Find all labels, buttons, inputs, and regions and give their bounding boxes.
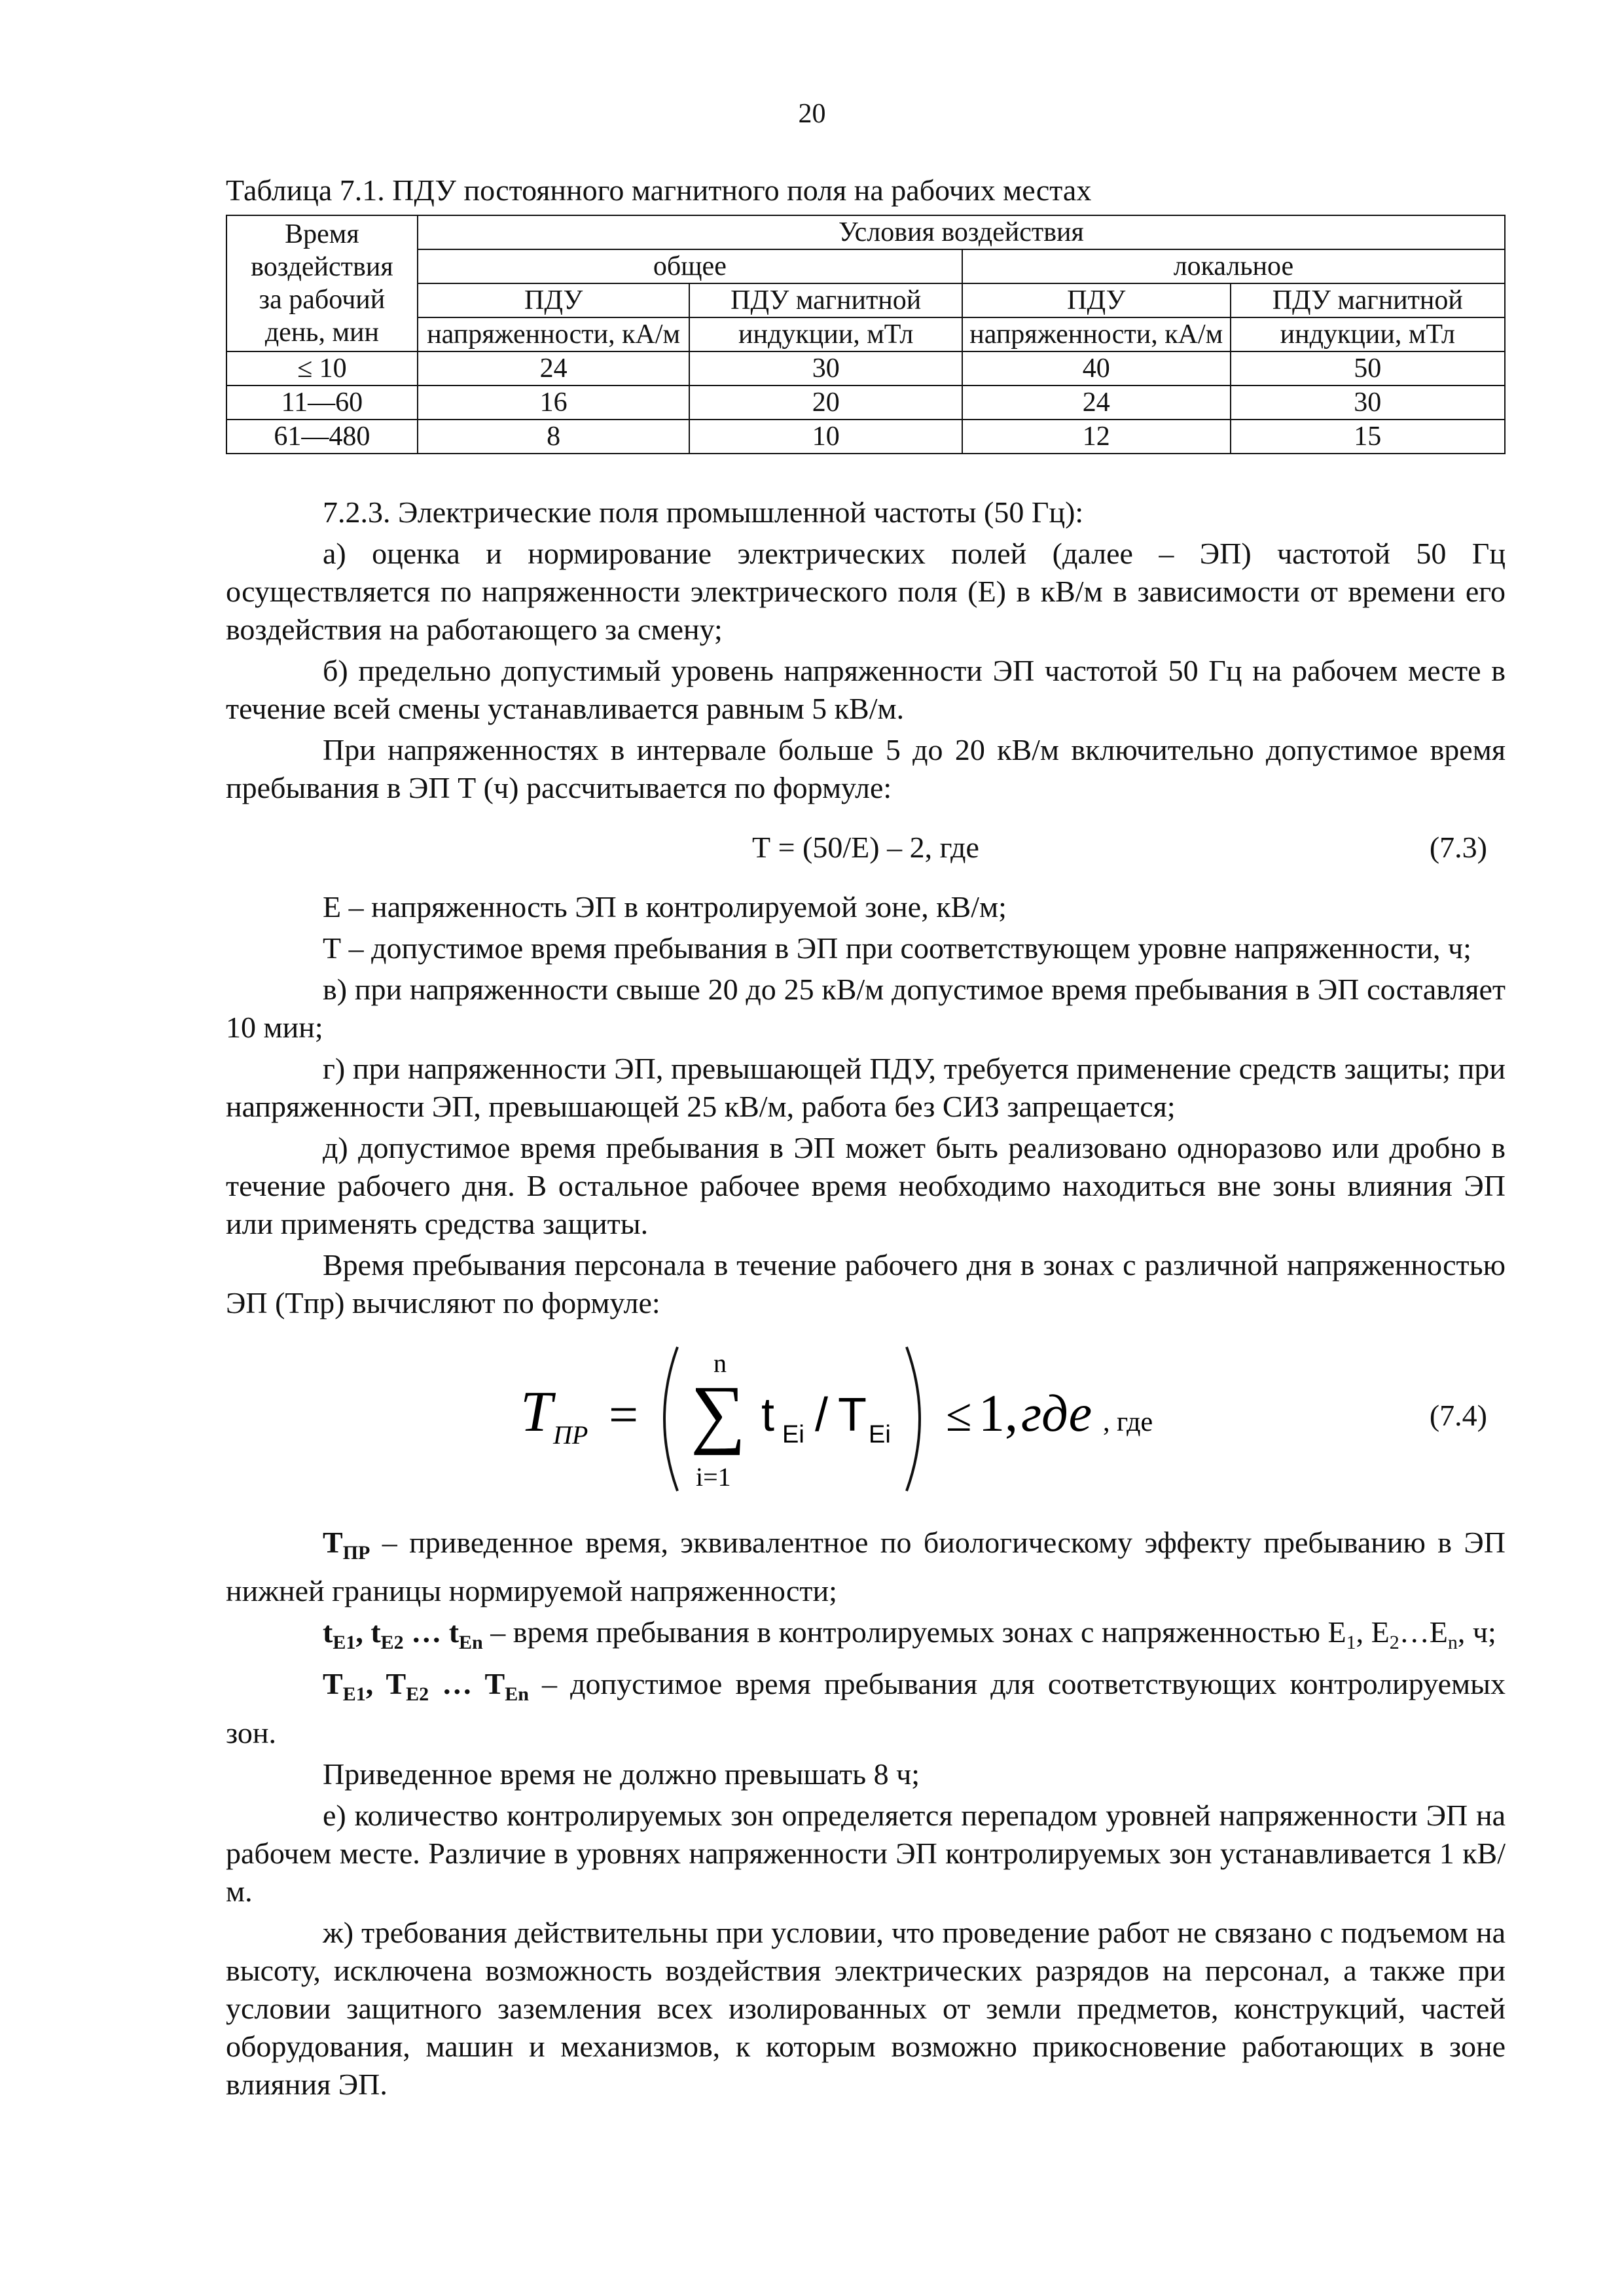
item-v: в) при напряженности свыше 20 до 25 кВ/м допустимое время пребывания в ЭП составляет 10 мин; xyxy=(226,973,1506,1044)
table-cell: 11—60 xyxy=(226,386,418,420)
table-caption: Таблица 7.1. ПДУ постоянного магнитного поля на рабочих местах xyxy=(226,173,1092,207)
table-cell: 15 xyxy=(1231,420,1505,454)
svg-text:, где: , где xyxy=(1103,1407,1153,1437)
table-cell: 10 xyxy=(689,420,962,454)
table-cell: ≤ 10 xyxy=(226,351,418,386)
header-col-4: ПДУ магнитной xyxy=(1231,283,1505,317)
table-cell: 61—480 xyxy=(226,420,418,454)
section-heading: 7.2.3. Электрические поля промышленной частоты (50 Гц): xyxy=(323,495,1084,529)
table-row xyxy=(226,351,1505,386)
header-col-3-unit: напряженности, кА/м xyxy=(962,317,1231,351)
header-col-2: ПДУ магнитной xyxy=(689,283,962,317)
header-col-3: ПДУ xyxy=(962,283,1231,317)
table-cell: 30 xyxy=(689,351,962,386)
limit-paragraph: Приведенное время не должно превышать 8 ч; xyxy=(323,1757,920,1791)
definition-tei: $t_{E1}$, $t_{E2}$ … $t_{En}$ – время пребывания в контролируемых зонах с напряженностью $E_1$, $E_2\dots E_n$, ч; xyxy=(323,1615,1496,1654)
item-zh: ж) требования действительны при условии, что проведение работ не связано с подъемом на высоту, исключена возможность воздействия электрических разрядов на персонал, а также при условии защитного заземления всех изолированных от земли предметов, конструкций, частей оборудования, машин и механизмов, к которым возможно прикосновение работающих в зоне влияния ЭП. xyxy=(226,1915,1506,2101)
formula-7-3-expression: Т = (50/Е) – 2, где xyxy=(752,831,979,864)
formula-7-3 xyxy=(226,815,1506,880)
svg-text:1,: 1, xyxy=(979,1385,1018,1443)
svg-text:i=1: i=1 xyxy=(696,1462,731,1492)
table-cell: 24 xyxy=(418,351,690,386)
interval-paragraph: При напряженностях в интервале больше 5 до 20 кВ/м включительно допустимое время пребывания в ЭП Т (ч) рассчитывается по формуле: xyxy=(226,733,1506,804)
header-col-1: ПДУ xyxy=(418,283,690,317)
svg-text:ПР: ПР xyxy=(553,1420,588,1450)
header-col-1-unit: напряженности, кА/м xyxy=(418,317,690,351)
header-local: локальное xyxy=(962,249,1505,283)
table-row xyxy=(226,386,1505,420)
table-cell: 24 xyxy=(962,386,1231,420)
item-a: а) оценка и нормирование электрических полей (далее – ЭП) частотой 50 Гц осуществляется по напряженности электрического поля (Е) в кВ/м в зависимости от времени его воздействия на работающего за смену; xyxy=(226,537,1506,646)
svg-text:T: T xyxy=(520,1380,552,1444)
header-general: общее xyxy=(418,249,962,283)
definition-e: Е – напряженность ЭП в контролируемой зоне, кВ/м; xyxy=(323,890,1007,924)
definition-tpr: $T_{ПР}$ – приведенное время, эквивалентное по биологическому эффекту пребыванию в ЭП нижней границы нормируемой напряженности; xyxy=(226,1526,1506,1608)
item-e: е) количество контролируемых зон определяется перепадом уровней напряженности ЭП на рабочем месте. Различие в уровнях напряженности ЭП контролируемых зон устанавливается 1 кВ/м. xyxy=(226,1798,1506,1908)
document-body xyxy=(226,171,1506,2107)
pdu-magnetic-table xyxy=(226,215,1506,454)
svg-text:где: где xyxy=(1021,1385,1092,1443)
formula-7-4-graphic xyxy=(226,1334,1506,1504)
svg-text:T: T xyxy=(838,1389,867,1441)
header-conditions: Условия воздействия xyxy=(418,215,1505,249)
item-b: б) предельно допустимый уровень напряженности ЭП частотой 50 Гц на рабочем месте в течение всей смены устанавливается равным 5 кВ/м. xyxy=(226,654,1506,725)
svg-text:=: = xyxy=(609,1386,639,1444)
svg-text:t: t xyxy=(761,1389,775,1441)
header-exposure-time: Время воздействия за рабочий день, мин xyxy=(226,215,418,351)
item-g: г) при напряженности ЭП, превышающей ПДУ, требуется применение средств защиты; при напряженности ЭП, превышающей 25 кВ/м, работа без СИЗ запрещается; xyxy=(226,1052,1506,1123)
item-d: д) допустимое время пребывания в ЭП может быть реализовано одноразово или дробно в течение рабочего дня. В остальное рабочее время необходимо находиться вне зоны влияния ЭП или применять средства защиты. xyxy=(226,1131,1506,1240)
formula-7-4 xyxy=(226,1334,1506,1504)
svg-text:∑: ∑ xyxy=(691,1370,746,1456)
table-cell: 12 xyxy=(962,420,1231,454)
header-col-2-unit: индукции, мТл xyxy=(689,317,962,351)
definition-Tei: $T_{E1}$, $T_{E2}$ … $T_{En}$ – допустимое время пребывания для соответствующих контролируемых зон. xyxy=(226,1667,1506,1749)
formula-7-3-number: (7.3) xyxy=(1429,831,1487,864)
table-cell: 8 xyxy=(418,420,690,454)
table-cell: 16 xyxy=(418,386,690,420)
svg-text:n: n xyxy=(713,1348,727,1378)
svg-text:Ei: Ei xyxy=(869,1421,891,1448)
header-col-4-unit: индукции, мТл xyxy=(1231,317,1505,351)
table-cell: 20 xyxy=(689,386,962,420)
svg-text:≤: ≤ xyxy=(946,1389,972,1441)
svg-text:/: / xyxy=(815,1389,829,1441)
formula-7-4-number: (7.4) xyxy=(1429,1399,1487,1432)
table-cell: 50 xyxy=(1231,351,1505,386)
page-number: 20 xyxy=(798,99,826,129)
table-cell: 30 xyxy=(1231,386,1505,420)
definition-t: Т – допустимое время пребывания в ЭП при соответствующем уровне напряженности, ч; xyxy=(323,931,1471,965)
svg-text:Ei: Ei xyxy=(782,1421,804,1448)
stay-time-paragraph: Время пребывания персонала в течение рабочего дня в зонах с различной напряженностью ЭП (Tпр) вычисляют по формуле: xyxy=(226,1248,1506,1319)
table-cell: 40 xyxy=(962,351,1231,386)
table-row xyxy=(226,420,1505,454)
